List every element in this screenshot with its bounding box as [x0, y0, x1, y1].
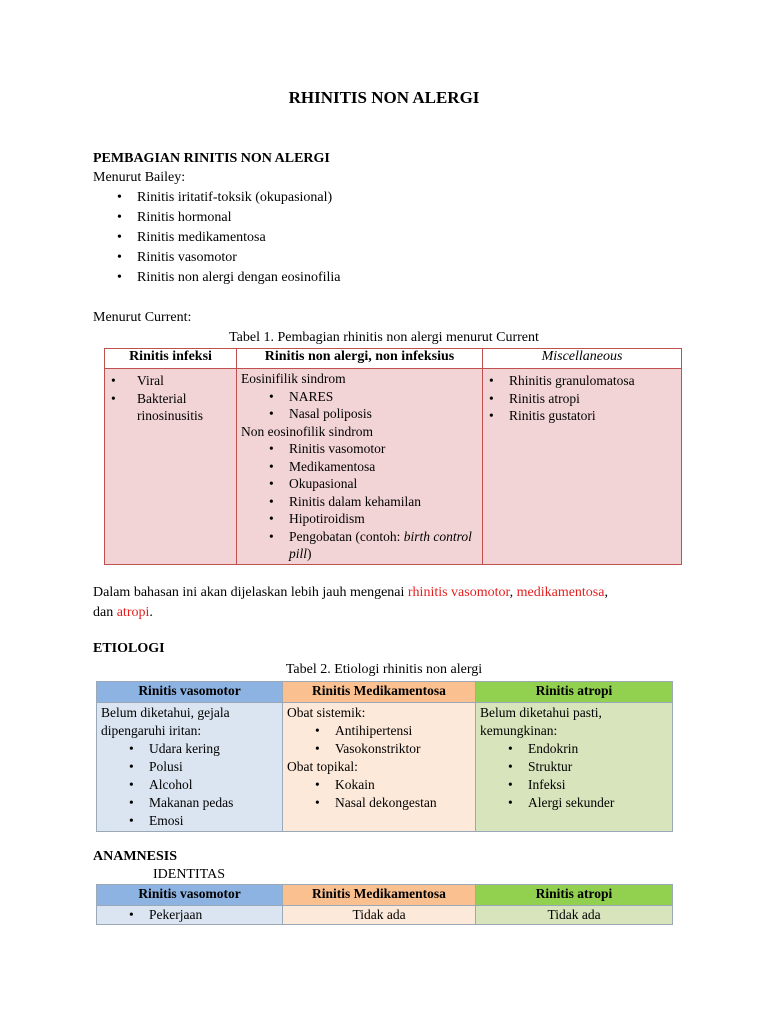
list-item: • Rinitis hormonal	[115, 208, 515, 228]
highlight-text: medikamentosa	[516, 585, 605, 600]
highlight-text: rhinitis vasomotor	[407, 585, 510, 600]
table-cell: Tidak ada	[476, 906, 673, 925]
table-cell	[483, 369, 682, 565]
table-cell	[283, 703, 476, 832]
list-item: • Makanan pedas	[101, 794, 278, 812]
list-item: • Infeksi	[480, 776, 668, 794]
table-cell	[97, 703, 283, 832]
list-item: • Okupasional	[241, 475, 478, 493]
list-item: • Rinitis dalam kehamilan	[241, 493, 478, 511]
list-item: • Emosi	[101, 812, 278, 830]
text-run: Dalam bahasan ini akan dijelaskan lebih jauh mengenai	[93, 585, 408, 600]
current-label: Menurut Current:	[93, 310, 192, 325]
table-cell	[237, 369, 483, 565]
page-title: RHINITIS NON ALERGI	[288, 88, 480, 107]
table-header: Rinitis atropi	[476, 885, 673, 906]
table-identitas	[96, 884, 673, 925]
table-cell	[105, 369, 237, 565]
paragraph-line-1	[93, 583, 608, 603]
list-item: • Viral	[109, 372, 232, 390]
paragraph-line-2	[93, 603, 153, 623]
list-item: • Rinitis vasomotor	[115, 248, 515, 268]
table-header: Rinitis Medikamentosa	[283, 885, 476, 906]
bailey-label: Menurut Bailey:	[93, 170, 186, 185]
list-item	[241, 528, 478, 563]
highlight-text: atropi	[116, 605, 150, 620]
table-header: Rinitis non alergi, non infeksius	[237, 349, 483, 369]
table-cell	[476, 703, 673, 832]
list-item: • Medikamentosa	[241, 458, 478, 476]
list-item: • Hipotiroidism	[241, 510, 478, 528]
cell-intro: Belum diketahui pasti, kemungkinan:	[480, 705, 602, 738]
text-run: )	[307, 546, 312, 561]
list-item: • Nasal dekongestan	[287, 794, 471, 812]
group-label: Obat topikal:	[287, 759, 358, 774]
italic-text: birth control pill	[289, 528, 472, 561]
text-run: dan	[93, 605, 117, 620]
table-cell: Tidak ada	[283, 906, 476, 925]
text-run: ,	[604, 585, 608, 600]
section-heading-pembagian: PEMBAGIAN RINITIS NON ALERGI	[93, 151, 330, 166]
group-label: Obat sistemik:	[287, 705, 366, 720]
table-header: Rinitis infeksi	[105, 349, 237, 369]
group-label: Eosinifilik sindrom	[241, 371, 346, 386]
list-item: • Bakterial rinosinusitis	[109, 390, 232, 425]
list-item: • Vasokonstriktor	[287, 740, 471, 758]
list-item: • Rinitis non alergi dengan eosinofilia	[115, 268, 515, 288]
list-item: • Rhinitis granulomatosa	[487, 372, 677, 390]
list-item: • Rinitis gustatori	[487, 407, 677, 425]
section-heading-etiologi: ETIOLOGI	[93, 641, 165, 656]
list-item: • Endokrin	[480, 740, 668, 758]
bailey-list	[115, 188, 515, 288]
list-item: • Rinitis vasomotor	[241, 440, 478, 458]
table-header: Miscellaneous	[483, 349, 682, 369]
list-item: • Pekerjaan	[101, 907, 278, 923]
table-cell	[97, 906, 283, 925]
group-label: Non eosinofilik sindrom	[241, 423, 373, 439]
cell-intro: Belum diketahui, gejala dipengaruhi iritan:	[101, 705, 230, 738]
section-heading-anamnesis: ANAMNESIS	[93, 849, 178, 864]
table1-caption: Tabel 1. Pembagian rhinitis non alergi menurut Current	[229, 330, 539, 345]
list-item: • Rinitis atropi	[487, 390, 677, 408]
table-header: Rinitis vasomotor	[97, 682, 283, 703]
list-item: • Polusi	[101, 758, 278, 776]
list-item: • Nasal poliposis	[241, 405, 478, 423]
table-etiologi	[96, 681, 673, 832]
list-item: • Alergi sekunder	[480, 794, 668, 812]
subheading-identitas: IDENTITAS	[153, 867, 225, 882]
list-item: • Rinitis iritatif-toksik (okupasional)	[115, 188, 515, 208]
table-header: Rinitis Medikamentosa	[283, 682, 476, 703]
list-item: • Antihipertensi	[287, 722, 471, 740]
text-run: ,	[509, 585, 517, 600]
list-item: • Alcohol	[101, 776, 278, 794]
text-run: Pengobatan (contoh:	[289, 528, 404, 544]
list-item: • Rinitis medikamentosa	[115, 228, 515, 248]
list-item: • Kokain	[287, 776, 471, 794]
table-header: Rinitis vasomotor	[97, 885, 283, 906]
list-item: • NARES	[241, 388, 478, 406]
table-header: Rinitis atropi	[476, 682, 673, 703]
text-run: .	[149, 605, 153, 620]
table-pembagian	[104, 348, 682, 565]
list-item: • Udara kering	[101, 740, 278, 758]
table2-caption: Tabel 2. Etiologi rhinitis non alergi	[285, 662, 483, 677]
list-item: • Struktur	[480, 758, 668, 776]
